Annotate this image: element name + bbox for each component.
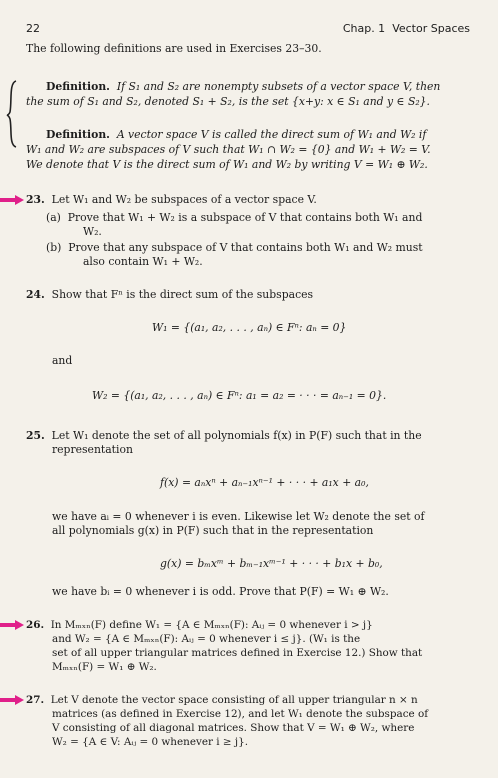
exercise-number: 27. — [26, 694, 45, 706]
exercise-text: representation — [52, 443, 133, 456]
exercise-text: V consisting of all diagonal matrices. Show that V = W₁ ⊕ W₂, where — [52, 722, 415, 734]
page-number: 22 — [26, 22, 40, 35]
exercise-text: Prove that W₁ + W₂ is a subspace of V that contains both W₁ and — [67, 211, 423, 224]
exercise-24 — [26, 288, 313, 302]
exercise-number: 25. — [26, 429, 45, 442]
definition-line: the sum of S₁ and S₂, denoted S₁ + S₂, is the set {x+y: x ∈ S₁ and y ∈ S₂}. — [26, 95, 430, 108]
exercise-text: we have aᵢ = 0 whenever i is even. Likewise let W₂ denote the set of — [52, 510, 425, 523]
highlight-arrow-marker — [0, 695, 24, 705]
exercise-number: 23. — [26, 193, 45, 206]
highlight-arrow-marker — [0, 620, 24, 630]
exercise-text: Prove that any subspace of V that contains both W₁ and W₂ must — [68, 241, 423, 254]
definition-label: Definition. — [46, 128, 110, 141]
exercise-26 — [26, 618, 373, 632]
definition-line: A vector space V is called the direct sum of W₁ and W₂ if — [116, 128, 427, 141]
chapter-label: Chap. 1 — [342, 22, 386, 35]
chapter-title: Vector Spaces — [392, 22, 470, 35]
exercise-text: Let W₁ and W₂ be subspaces of a vector space V. — [51, 193, 317, 206]
equation-g: g(x) = bₘxᵐ + bₘ₋₁xᵐ⁻¹ + · · · + b₁x + b₀, — [160, 557, 383, 570]
equation-w1: W₁ = {(a₁, a₂, . . . , aₙ) ∈ Fⁿ: aₙ = 0} — [152, 321, 347, 334]
exercise-text: also contain W₁ + W₂. — [83, 255, 203, 268]
exercise-27 — [26, 693, 418, 707]
exercise-text: Show that Fⁿ is the direct sum of the subspaces — [51, 288, 314, 301]
exercise-23a — [46, 211, 422, 225]
definition-line: If S₁ and S₂ are nonempty subsets of a vector space V, then — [116, 80, 441, 93]
exercise-number: 24. — [26, 288, 45, 301]
exercise-text: and W₂ = {A ∈ Mₘₓₙ(F): Aᵢⱼ = 0 whenever i ≤ j}. (W₁ is the — [52, 633, 361, 645]
definition-label: Definition. — [46, 80, 110, 93]
exercise-text: Let W₁ denote the set of all polynomials f(x) in P(F) such that in the — [51, 429, 422, 442]
exercise-text: all polynomials g(x) in P(F) such that in the representation — [52, 524, 374, 537]
exercise-text: W₂. — [83, 225, 102, 238]
part-label: (a) — [46, 211, 61, 224]
exercise-text: In Mₘₓₙ(F) define W₁ = {A ∈ Mₘₓₙ(F): Aᵢⱼ = 0 whenever i > j} — [50, 619, 373, 631]
highlight-arrow-marker — [0, 195, 24, 205]
exercise-text: Mₘₓₙ(F) = W₁ ⊕ W₂. — [52, 661, 157, 673]
definition-line: W₁ and W₂ are subspaces of V such that W₁ ∩ W₂ = {0} and W₁ + W₂ = V. — [26, 143, 431, 156]
definition-sum — [46, 80, 440, 94]
equation-f: f(x) = aₙxⁿ + aₙ₋₁xⁿ⁻¹ + · · · + a₁x + a₀, — [160, 476, 369, 489]
definition-line: We denote that V is the direct sum of W₁ and W₂ by writing V = W₁ ⊕ W₂. — [26, 158, 428, 171]
exercise-text: Let V denote the vector space consisting of all upper triangular n × n — [50, 694, 418, 706]
exercise-23b — [46, 241, 423, 255]
exercise-23 — [26, 193, 317, 207]
exercise-text: W₂ = {A ∈ V: Aᵢⱼ = 0 whenever i ≥ j}. — [52, 736, 249, 748]
exercise-text: matrices (as defined in Exercise 12), and let W₁ denote the subspace of — [52, 708, 429, 720]
exercise-text: we have bᵢ = 0 whenever i is odd. Prove that P(F) = W₁ ⊕ W₂. — [52, 585, 389, 598]
handwritten-brace-mark — [6, 79, 18, 149]
equation-w2: W₂ = {(a₁, a₂, . . . , aₙ) ∈ Fⁿ: a₁ = a₂ = · · · = aₙ₋₁ = 0}. — [92, 389, 387, 402]
exercise-text: set of all upper triangular matrices defined in Exercise 12.) Show that — [52, 647, 423, 659]
running-header — [343, 22, 470, 35]
exercise-25 — [26, 429, 422, 443]
intro-text: The following definitions are used in Exercises 23–30. — [26, 42, 322, 55]
exercise-number: 26. — [26, 619, 45, 631]
part-label: (b) — [46, 241, 62, 254]
exercise-text: and — [52, 354, 73, 367]
definition-direct-sum — [46, 128, 426, 142]
